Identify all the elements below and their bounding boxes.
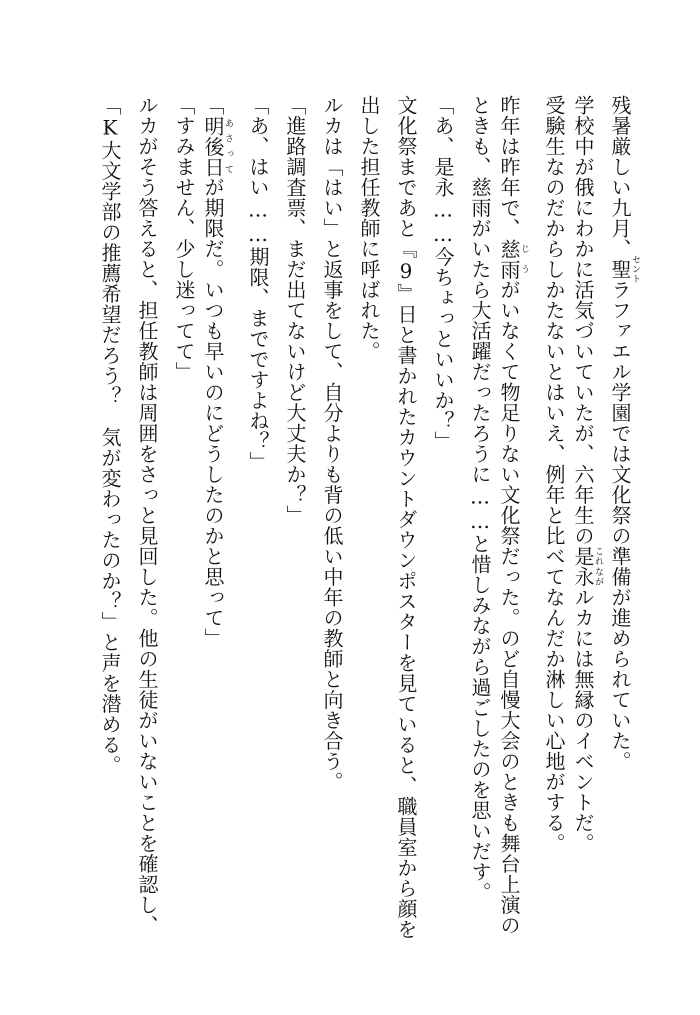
ruby-reading: これなが: [593, 546, 603, 587]
text-line-6: 「あ、是永……今ちょっといいか？」: [431, 95, 455, 452]
ruby-annotation: 明後日あさって: [201, 115, 233, 177]
ruby-reading: セント: [630, 255, 640, 284]
text-line-14: ルカがそう答えると、担任教師は周囲をさっと見回した。他の生徒がいないことを確認し、: [135, 95, 159, 936]
vertical-text-block: [80, 95, 640, 975]
text-line-3: 受験生なのだからしかたないとはいえ、例年と比べてなんだか淋しい心地がする。: [542, 95, 566, 854]
text-line-4: 昨年は昨年で、慈雨じうがいなくて物足りない文化祭だった。のど自慢大会のときも舞台上演の: [497, 95, 529, 936]
text-line-1: 残暑厳しい九月、聖セントラファエル学園では文化祭の準備が進められていた。: [608, 95, 640, 772]
text-line-7: 文化祭まであと『9』日と書かれたカウントダウンポスターを見ていると、職員室から顔を: [394, 95, 418, 940]
text-line-11: 「あ、はい……期限、までですよね？」: [246, 95, 270, 472]
ruby-annotation: 慈雨じう: [497, 238, 529, 280]
text-line-2: 学校中が俄にわかに活気づいていたが、六年生の是永これながルカには無縁のイベントだ。: [571, 95, 603, 854]
text-line-8: 出した担任教師に呼ばれた。: [357, 95, 381, 362]
text-line-5: ときも、慈雨がいたら大活躍だったろうに……と惜しみながら過ごしたのを思いだす。: [468, 95, 492, 903]
text-line-13: 「すみません、少し迷ってて」: [172, 95, 196, 382]
text-line-12: 「明後日あさってが期限だ。いつも早いのにどうしたのかと思って」: [201, 95, 233, 649]
text-line-9: ルカは「はい」と返事をして、自分よりも背の低い中年の教師と向き合う。: [320, 95, 344, 792]
ruby-reading: あさって: [223, 115, 233, 177]
ruby-annotation: 聖セント: [608, 255, 640, 284]
text-line-10: 「進路調査票、まだ出てないけど大丈夫か？」: [283, 95, 307, 526]
ruby-reading: じう: [519, 238, 529, 280]
text-line-15: 「K大文学部の推薦希望だろう？ 気が変わったのか？」と声を潜める。: [98, 95, 122, 776]
ruby-annotation: 是永これなが: [571, 546, 603, 587]
